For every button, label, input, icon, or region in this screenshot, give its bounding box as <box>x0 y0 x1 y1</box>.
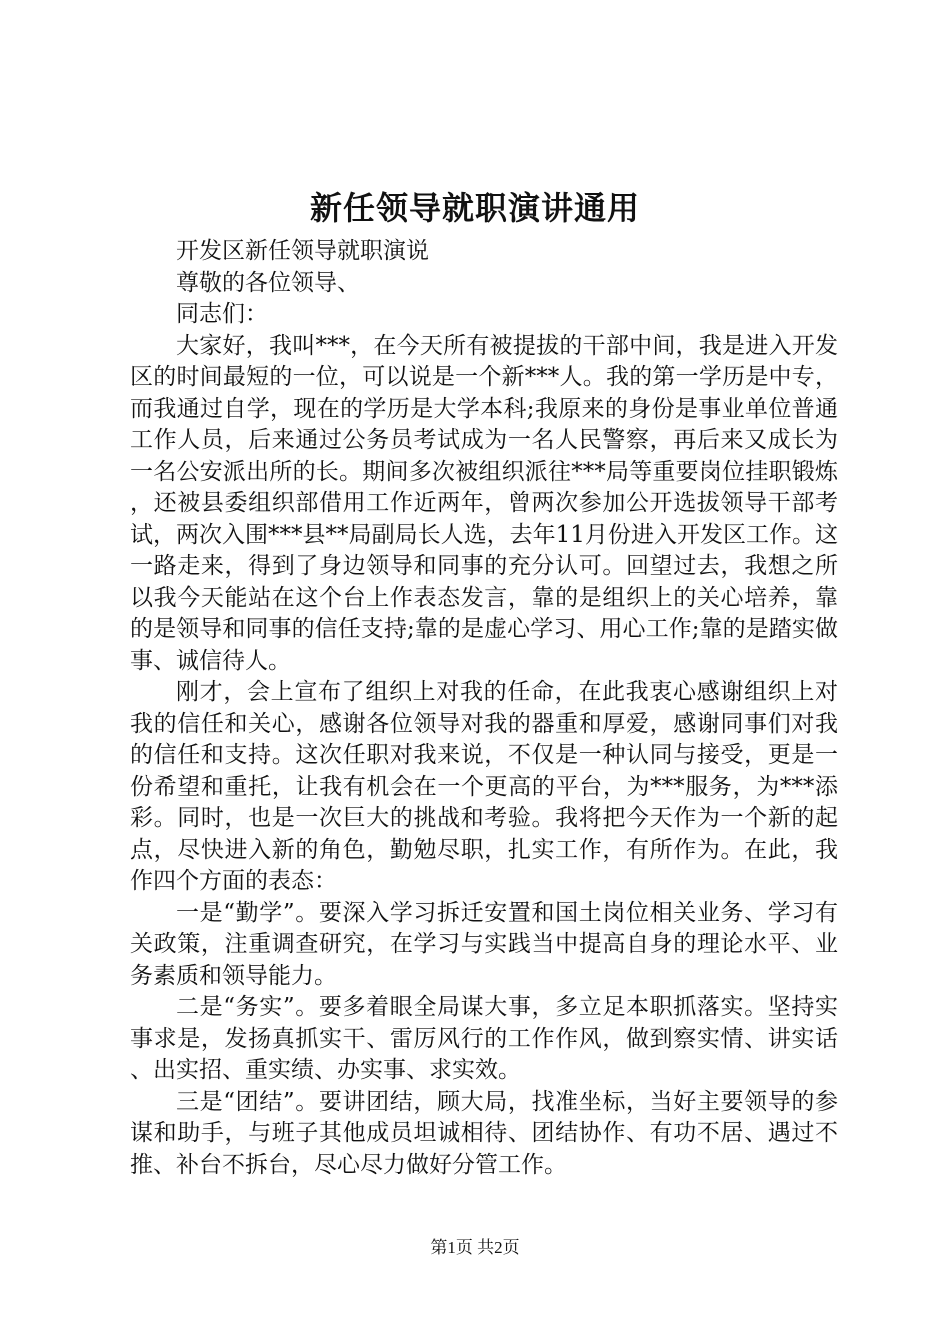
paragraph-point-2: 二是“务实”。要多着眼全局谋大事，多立足本职抓落实。坚持实事求是，发扬真抓实干、雷厉风行的工作作风，做到察实情、讲实话、出实招、重实绩、办实事、求实效。 <box>130 994 838 1083</box>
paragraph-salutation-1: 尊敬的各位领导、 <box>176 269 360 296</box>
page-footer: 第1页 共2页 <box>430 1238 520 1257</box>
paragraph-heading: 开发区新任领导就职演说 <box>176 238 429 264</box>
paragraph-point-3: 三是“团结”。要讲团结，顾大局，找准坐标，当好主要领导的参谋和助手，与班子其他成员坦诚相待、团结协作、有功不居、遇过不推、补台不拆台，尽心尽力做好分管工作。 <box>130 1088 838 1178</box>
paragraph-introduction: 大家好，我叫***，在今天所有被提拔的干部中间，我是进入开发区的时间最短的一位，可以说是一个新***人。我的第一学历是中专，而我通过自学，现在的学历是大学本科;我原来的身份是事业单位普通工作人员，后来通过公务员考试成为一名人民警察，再后来又成长为一名公安派出所的长。期间多次被组织派往***局等重要岗位挂职锻炼，还被县委组织部借用工作近两年，曾两次参加公开选拔领导干部考试，两次入围***县**局副局长人选，去年11月份进入开发区工作。这一路走来，得到了身边领导和同事的充分认可。回望过去，我想之所以我今天能站在这个台上作表态发言，靠的是组织上的关心培养，靠的是领导和同事的信任支持;靠的是虚心学习、用心工作;靠的是踏实做事、诚信待人。 <box>130 332 838 674</box>
paragraph-point-1: 一是“勤学”。要深入学习拆迁安置和国土岗位相关业务、学习有关政策，注重调查研究，在学习与实践当中提高自身的理论水平、业务素质和领导能力。 <box>130 899 838 989</box>
paragraph-gratitude: 刚才，会上宣布了组织上对我的任命，在此我衷心感谢组织上对我的信任和关心，感谢各位领导对我的器重和厚爱，感谢同事们对我的信任和支持。这次任职对我来说，不仅是一种认同与接受，更是一份希望和重托，让我有机会在一个更高的平台，为***服务，为***添彩。同时，也是一次巨大的挑战和考验。我将把今天作为一个新的起点，尽快进入新的角色，勤勉尽职，扎实工作，有所作为。在此，我作四个方面的表态： <box>130 679 838 894</box>
document-title: 新任领导就职演讲通用 <box>309 189 640 227</box>
paragraph-salutation-2: 同志们： <box>176 301 268 327</box>
document-body <box>130 236 838 1181</box>
